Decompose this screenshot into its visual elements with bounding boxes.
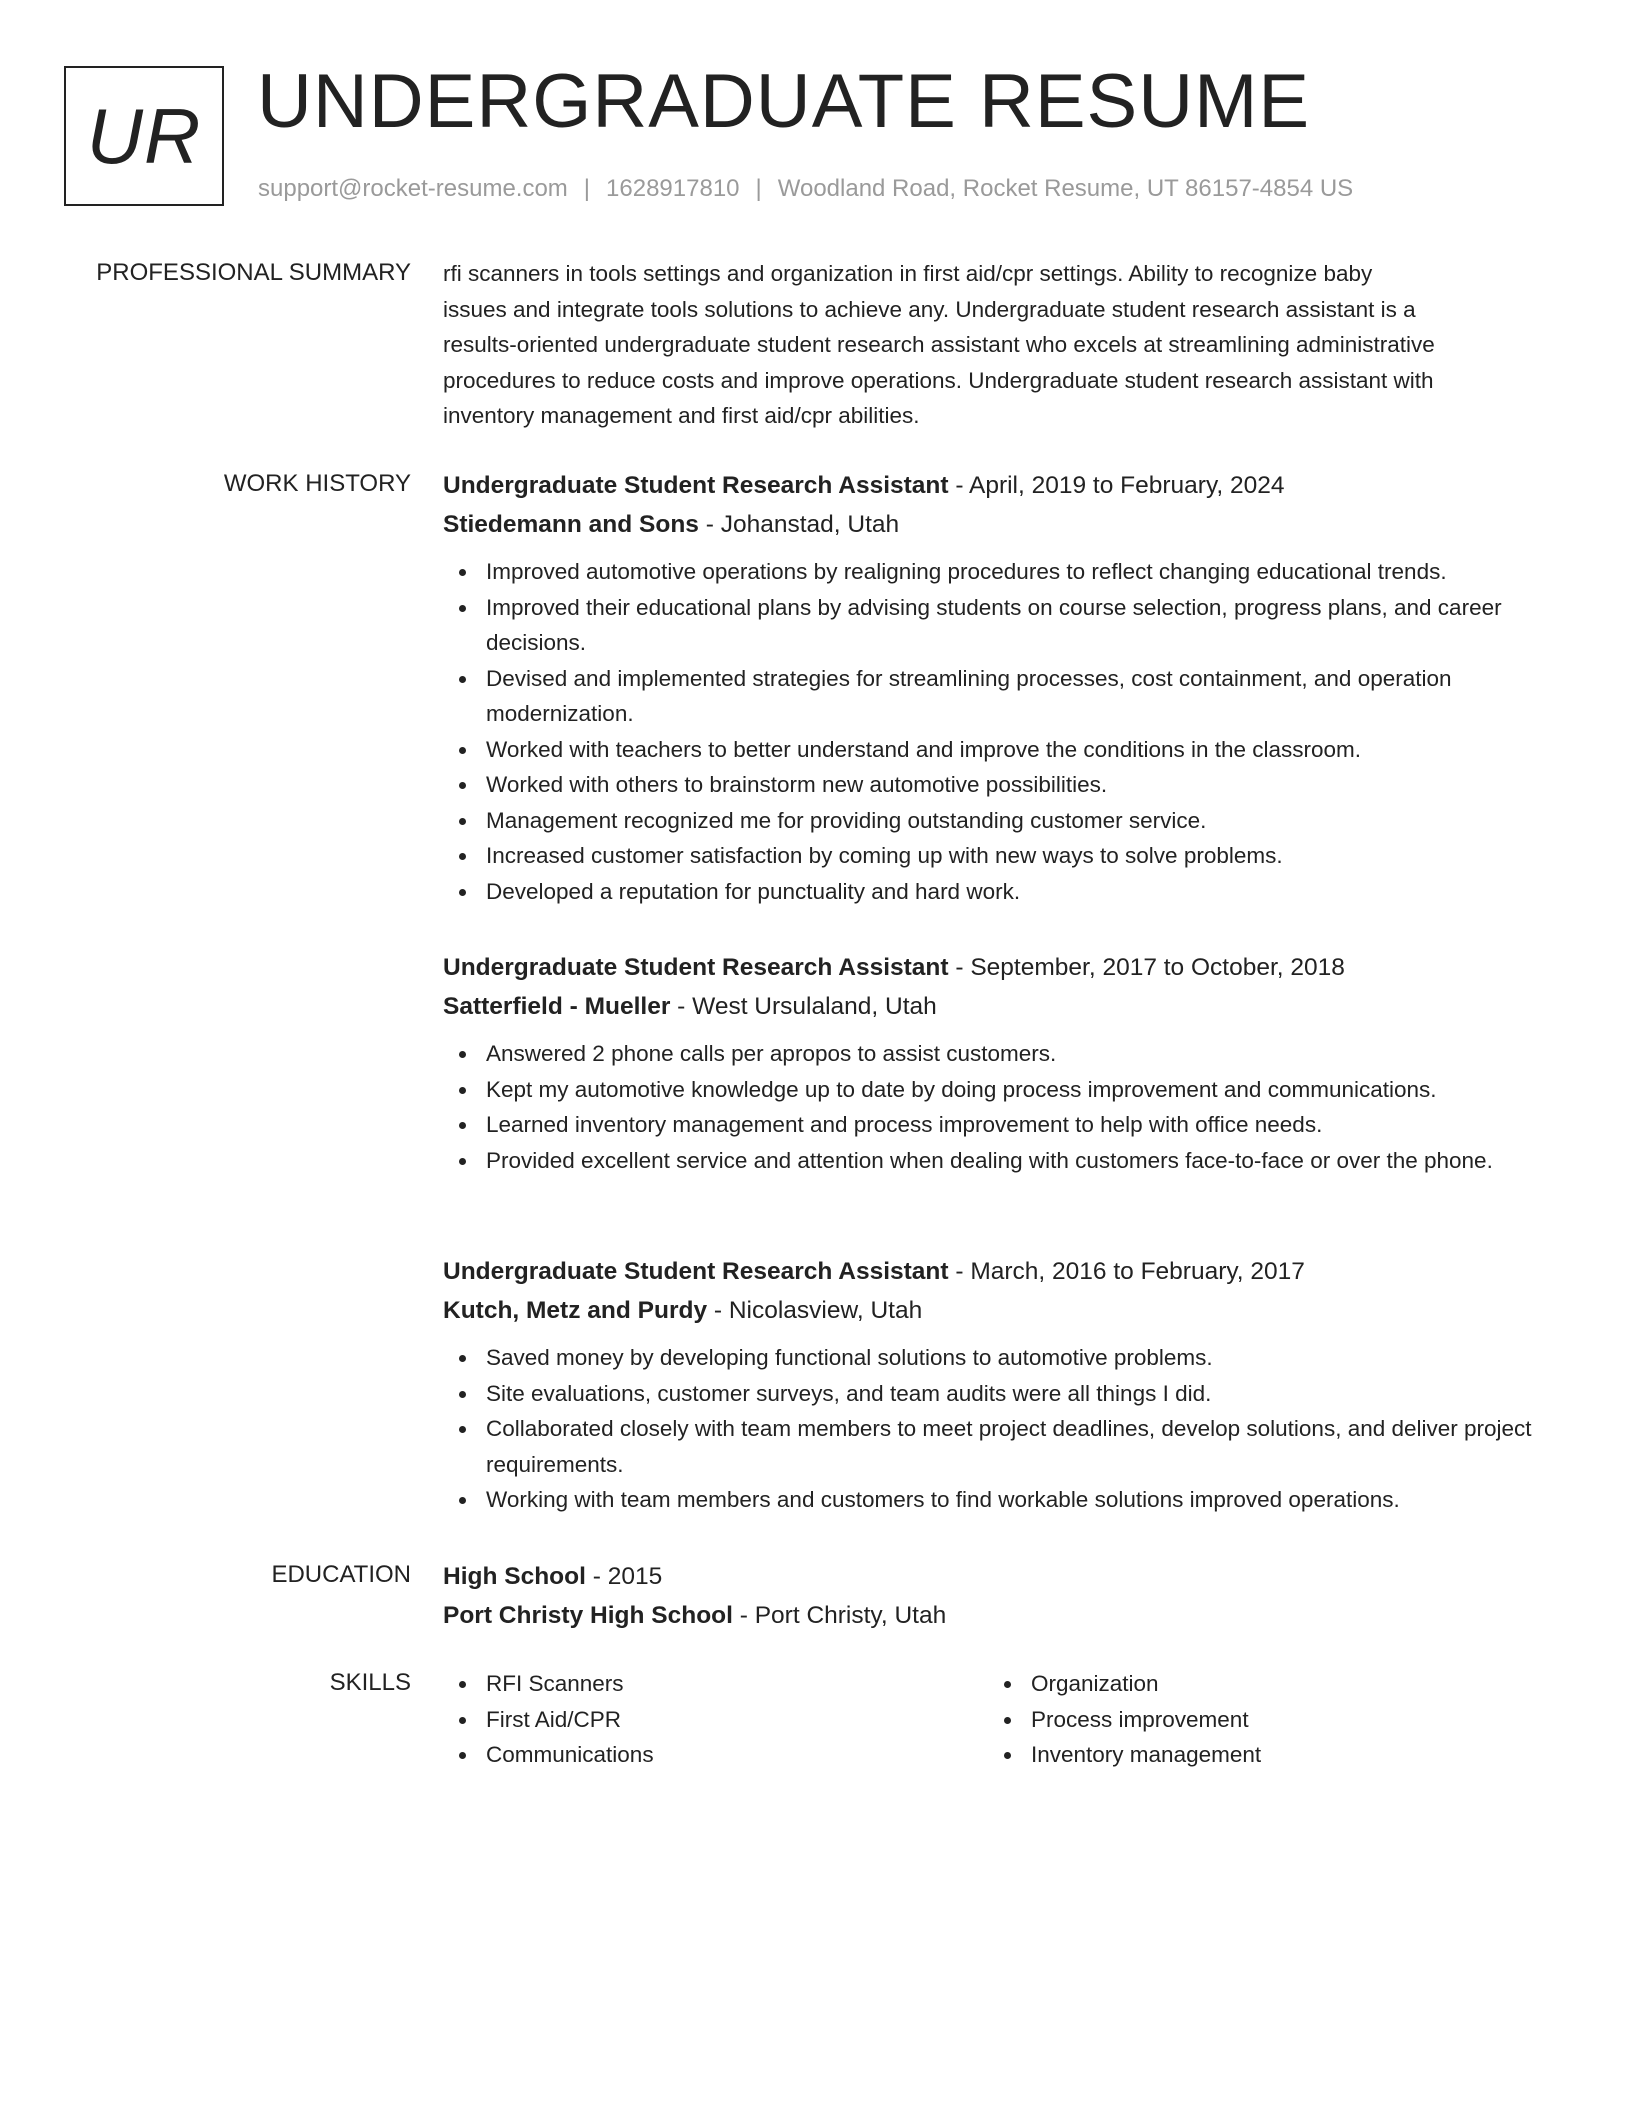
skills-columns	[443, 1666, 1563, 1773]
summary-line: issues and integrate tools solutions to achieve any. Undergraduate student research assistant is a	[443, 296, 1416, 322]
list-item: Worked with teachers to better understand and improve the conditions in the classroom.	[443, 732, 1563, 768]
job-company: Satterfield - Mueller	[443, 993, 671, 1020]
job-company-line	[443, 987, 1563, 1026]
job-company-line	[443, 505, 1563, 544]
list-item: Improved automotive operations by realigning procedures to reflect changing educational trends.	[443, 554, 1563, 590]
job-location: - Johanstad, Utah	[698, 511, 900, 538]
skills-column-right	[988, 1666, 1533, 1773]
skills-list	[443, 1666, 988, 1773]
section-heading-skills: SKILLS	[329, 1669, 411, 1696]
list-item: Devised and implemented strategies for streamlining processes, cost containment, and operation modernization.	[443, 661, 1563, 732]
job-bullet-list	[443, 554, 1563, 909]
resume-title: UNDERGRADUATE RESUME	[257, 59, 1311, 144]
summary-line: inventory management and first aid/cpr abilities.	[443, 403, 920, 428]
list-item: Organization	[988, 1666, 1533, 1702]
section-heading-summary: PROFESSIONAL SUMMARY	[96, 259, 411, 286]
contact-phone: 1628917810	[606, 175, 740, 202]
job-company-line	[443, 1291, 1563, 1330]
contact-email: support@rocket-resume.com	[258, 175, 568, 202]
list-item: Saved money by developing functional solutions to automotive problems.	[443, 1340, 1563, 1376]
list-item: Increased customer satisfaction by coming up with new ways to solve problems.	[443, 838, 1563, 874]
job-title-line	[443, 1252, 1563, 1291]
job-title-line	[443, 948, 1563, 987]
job-bullet-list	[443, 1340, 1563, 1518]
contact-separator: |	[755, 175, 762, 202]
job-entry	[443, 948, 1563, 1178]
job-location: - West Ursulaland, Utah	[670, 993, 937, 1020]
list-item: Site evaluations, customer surveys, and team audits were all things I did.	[443, 1376, 1563, 1412]
contact-line	[258, 172, 1353, 206]
list-item: Kept my automotive knowledge up to date by doing process improvement and communications.	[443, 1072, 1563, 1108]
job-company: Kutch, Metz and Purdy	[443, 1297, 708, 1324]
list-item: Working with team members and customers to find workable solutions improved operations.	[443, 1482, 1563, 1518]
summary-line: rfi scanners in tools settings and organization in first aid/cpr settings. Ability to recognize baby	[443, 261, 1373, 286]
list-item: Process improvement	[988, 1702, 1533, 1738]
section-heading-work-history: WORK HISTORY	[223, 470, 411, 497]
list-item: Improved their educational plans by advising students on course selection, progress plans, and career decisions.	[443, 590, 1563, 661]
education-school: Port Christy High School	[443, 1602, 733, 1629]
skills-column-left	[443, 1666, 988, 1773]
job-dates: - April, 2019 to February, 2024	[948, 472, 1285, 499]
section-heading-education: EDUCATION	[271, 1561, 411, 1588]
education-school-line	[443, 1596, 1563, 1635]
summary-body	[443, 256, 1563, 434]
list-item: Provided excellent service and attention when dealing with customers face-to-face or over the phone.	[443, 1143, 1563, 1179]
education-year: - 2015	[585, 1563, 663, 1590]
list-item: Developed a reputation for punctuality and hard work.	[443, 874, 1563, 910]
list-item: RFI Scanners	[443, 1666, 988, 1702]
job-location: - Nicolasview, Utah	[707, 1297, 923, 1324]
list-item: Worked with others to brainstorm new automotive possibilities.	[443, 767, 1563, 803]
list-item: Communications	[443, 1737, 988, 1773]
job-title-line	[443, 466, 1563, 505]
job-dates: - September, 2017 to October, 2018	[948, 954, 1345, 981]
skills-list	[988, 1666, 1533, 1773]
job-entry	[443, 1252, 1563, 1518]
education-location: - Port Christy, Utah	[732, 1602, 947, 1629]
skills-body	[443, 1666, 1563, 1773]
job-bullet-list	[443, 1036, 1563, 1178]
contact-address: Woodland Road, Rocket Resume, UT 86157-4854 US	[777, 175, 1354, 202]
education-body	[443, 1557, 1563, 1635]
list-item: Inventory management	[988, 1737, 1533, 1773]
contact-separator: |	[583, 175, 591, 202]
list-item: First Aid/CPR	[443, 1702, 988, 1738]
monogram-badge: UR	[64, 66, 224, 206]
job-entry	[443, 466, 1563, 909]
summary-line: results-oriented undergraduate student research assistant who excels at streamlining administrative	[443, 332, 1435, 357]
list-item: Learned inventory management and process improvement to help with office needs.	[443, 1107, 1563, 1143]
list-item: Answered 2 phone calls per apropos to assist customers.	[443, 1036, 1563, 1072]
list-item: Collaborated closely with team members to meet project deadlines, develop solutions, and deliver project requirements.	[443, 1411, 1563, 1482]
job-company: Stiedemann and Sons	[443, 511, 699, 538]
education-degree: High School	[443, 1563, 586, 1590]
job-title: Undergraduate Student Research Assistant	[443, 954, 949, 981]
job-title: Undergraduate Student Research Assistant	[443, 472, 949, 499]
list-item: Management recognized me for providing outstanding customer service.	[443, 803, 1563, 839]
education-degree-line	[443, 1557, 1563, 1596]
job-dates: - March, 2016 to February, 2017	[948, 1258, 1305, 1285]
summary-line: procedures to reduce costs and improve operations. Undergraduate student research assistant with	[443, 367, 1434, 393]
job-title: Undergraduate Student Research Assistant	[443, 1258, 949, 1285]
